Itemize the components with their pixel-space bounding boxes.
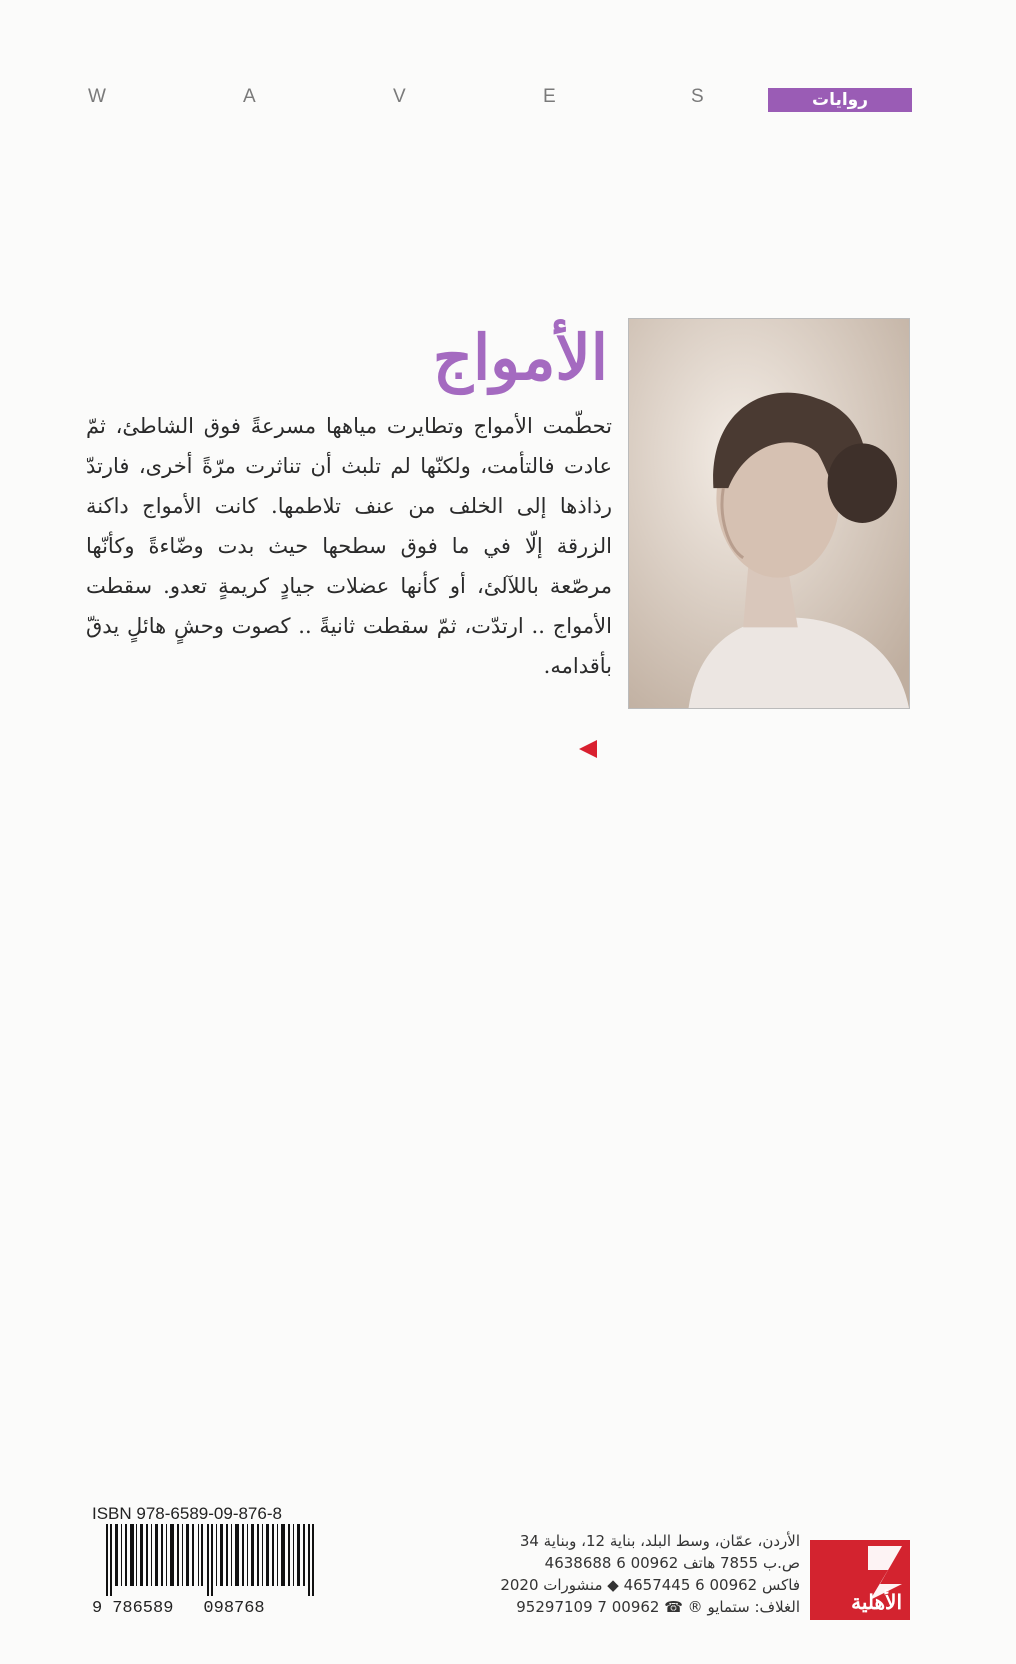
publisher-phone: ص.ب 7855 هاتف 00962 6 4638688 — [544, 1554, 800, 1572]
publisher-logo — [810, 1540, 910, 1620]
series-letter-a: A — [243, 86, 257, 107]
barcode-digits — [92, 1599, 326, 1618]
portrait-image — [629, 319, 909, 708]
publisher-info — [460, 1530, 800, 1618]
isbn-label: ISBN 978-6589-09-876-8 — [92, 1504, 282, 1523]
book-title: الأمواج — [432, 321, 608, 394]
author-portrait — [628, 318, 910, 709]
publisher-fax: فاكس 00962 6 4657445 ◆ منشورات 2020 — [500, 1576, 800, 1594]
series-letter-e: E — [543, 86, 557, 107]
barcode-digit-group-2: 098768 — [203, 1599, 265, 1618]
continue-arrow-icon — [579, 740, 597, 758]
publisher-address: الأردن، عمّان، وسط البلد، بناية 12، وبناية 34 — [519, 1532, 800, 1550]
barcode-bars — [92, 1524, 326, 1596]
publisher-logo-text: الأهلية — [851, 1590, 902, 1614]
cover-credit: الغلاف: ستمايو ® ☎ 00962 7 95297109 — [516, 1598, 800, 1616]
series-letter-w: W — [88, 86, 107, 107]
series-header — [0, 84, 1016, 114]
barcode — [92, 1524, 326, 1618]
barcode-digit-prefix: 9 — [92, 1599, 103, 1618]
series-letter-v: V — [393, 86, 407, 107]
series-letter-s: S — [691, 86, 705, 107]
book-blurb: تحطّمت الأمواج وتطايرت مياهها مسرعةً فوق الشاطئ، ثمّ عادت فالتأمت، ولكنّها لم تلبث أن تناثرت مرّةً أخرى، فارتدّ رذاذها إلى الخلف من عنف تلاطمها. كانت الأمواج داكنة الزرقة إلّا في ما فوق سطحها حيث بدت وضّاءةً وكأنّها مرصّعة باللآلئ، أو كأنها عضلات جيادٍ كريمةٍ تعدو. سقطت الأمواج .. ارتدّت، ثمّ سقطت ثانيةً .. كصوت وحشٍ هائلٍ يدقّ بأقدامه. — [86, 414, 612, 678]
barcode-digit-group-1: 786589 — [112, 1599, 174, 1618]
series-badge: روايات — [768, 88, 912, 112]
